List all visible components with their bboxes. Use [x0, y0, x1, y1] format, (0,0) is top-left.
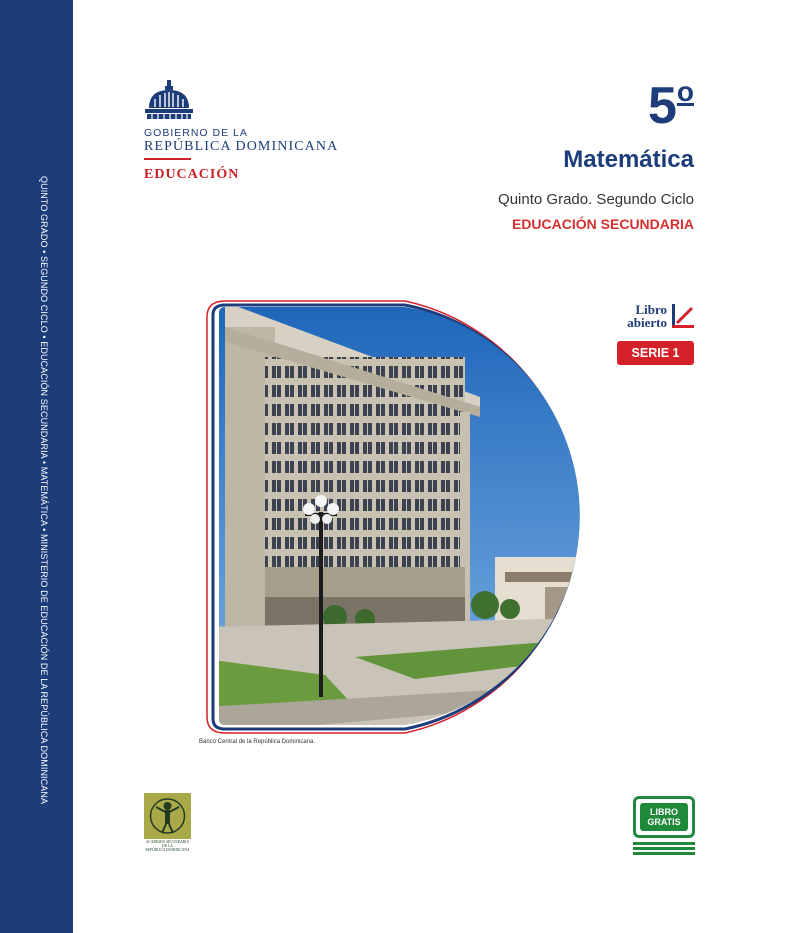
country-label: REPÚBLICA DOMINICANA	[144, 139, 339, 154]
open-book-icon	[671, 304, 695, 330]
free-book-badge	[633, 796, 695, 856]
free-book-line1: LIBRO	[650, 807, 678, 817]
academy-emblem-icon	[144, 793, 191, 839]
cover-photo-frame	[205, 287, 635, 735]
spine-title: QUINTO GRADO • SEGUNDO CICLO • EDUCACIÓN SECUNDARIA • MATEMÁTICA • MINISTERIO DE EDUCACIÓN DE LA REPÚBLICA DOMINICANA	[39, 176, 49, 805]
free-book-label	[640, 803, 688, 831]
book-pages-line-3	[633, 852, 695, 855]
grade-digit: 5	[647, 77, 677, 135]
book-pages-line-1	[633, 842, 695, 845]
libro-abierto-line2: abierto	[627, 315, 667, 330]
photo-caption: Banco Central de la República Dominicana.	[199, 739, 316, 745]
subject-title: Matemática	[563, 146, 694, 173]
libro-abierto-line1: Libro	[635, 302, 667, 317]
academy-logo	[144, 793, 191, 855]
capitol-dome-icon	[143, 80, 195, 124]
free-book-line2: GRATIS	[647, 817, 681, 827]
grade-ordinal: o	[676, 76, 694, 107]
book-spine	[0, 0, 73, 933]
government-label: GOBIERNO DE LA	[144, 127, 248, 139]
academy-name-line3: REPÚBLICA DOMINICANA	[145, 848, 190, 852]
grade-description: Quinto Grado. Segundo Ciclo	[498, 191, 694, 208]
logo-divider	[144, 158, 191, 160]
grade-number	[647, 76, 694, 135]
ministry-label: EDUCACIÓN	[144, 167, 240, 182]
series-badge: SERIE 1	[617, 341, 694, 365]
academy-name-line1: ACADEMIA SECUNDARIA	[145, 840, 190, 844]
government-logo	[143, 80, 363, 190]
academy-name-line2: DE LA	[162, 844, 173, 848]
book-pages-line-2	[633, 847, 695, 850]
academy-name	[144, 840, 191, 852]
education-level: EDUCACIÓN SECUNDARIA	[511, 216, 694, 232]
building-photo	[205, 287, 635, 735]
free-book-box	[633, 796, 695, 838]
